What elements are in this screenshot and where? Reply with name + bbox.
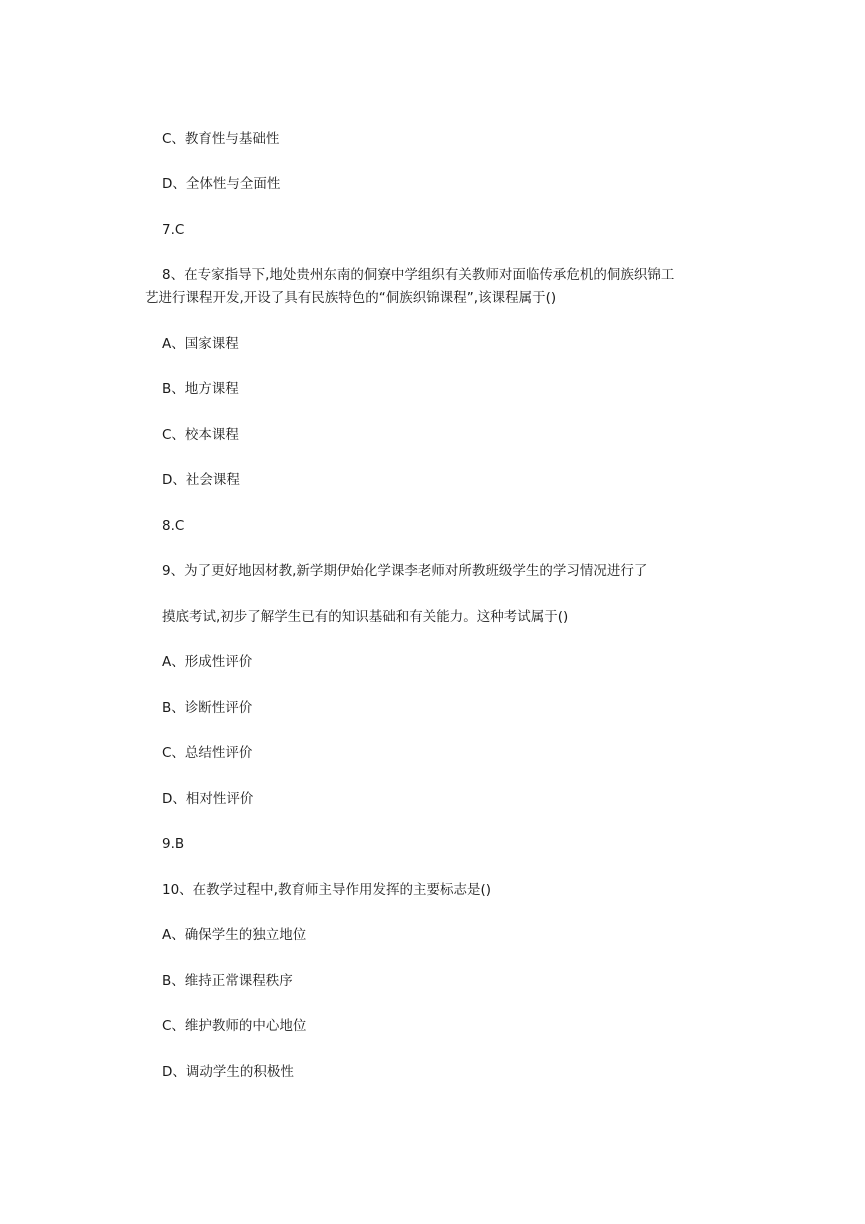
option-a-q9: A、形成性评价	[162, 654, 253, 670]
answer-7: 7.C	[162, 222, 185, 238]
option-c-q8: C、校本课程	[162, 427, 239, 443]
question-9-line-1: 9、为了更好地因材教,新学期伊始化学课李老师对所教班级学生的学习情况进行了	[162, 563, 648, 579]
question-10: 10、在教学过程中,教育师主导作用发挥的主要标志是()	[162, 882, 492, 898]
option-a-q8: A、国家课程	[162, 336, 239, 352]
option-b-q10: B、维持正常课程秩序	[162, 973, 293, 989]
option-b-q9: B、诊断性评价	[162, 700, 253, 716]
option-d-q6: D、全体性与全面性	[162, 176, 281, 192]
option-c-q6: C、教育性与基础性	[162, 131, 280, 147]
option-d-q10: D、调动学生的积极性	[162, 1064, 294, 1080]
option-d-q9: D、相对性评价	[162, 791, 254, 807]
option-b-q8: B、地方课程	[162, 381, 239, 397]
option-c-q9: C、总结性评价	[162, 745, 253, 761]
question-8-line-2: 艺进行课程开发,开设了具有民族特色的“侗族织锦课程”,该课程属于()	[145, 290, 557, 306]
question-9-line-2: 摸底考试,初步了解学生已有的知识基础和有关能力。这种考试属于()	[162, 609, 569, 625]
question-8-line-1: 8、在专家指导下,地处贵州东南的侗寮中学组织有关教师对面临传承危机的侗族织锦工	[162, 267, 675, 283]
option-a-q10: A、确保学生的独立地位	[162, 927, 307, 943]
option-c-q10: C、维护教师的中心地位	[162, 1018, 307, 1034]
option-d-q8: D、社会课程	[162, 472, 240, 488]
answer-9: 9.B	[162, 836, 185, 852]
answer-8: 8.C	[162, 518, 185, 534]
